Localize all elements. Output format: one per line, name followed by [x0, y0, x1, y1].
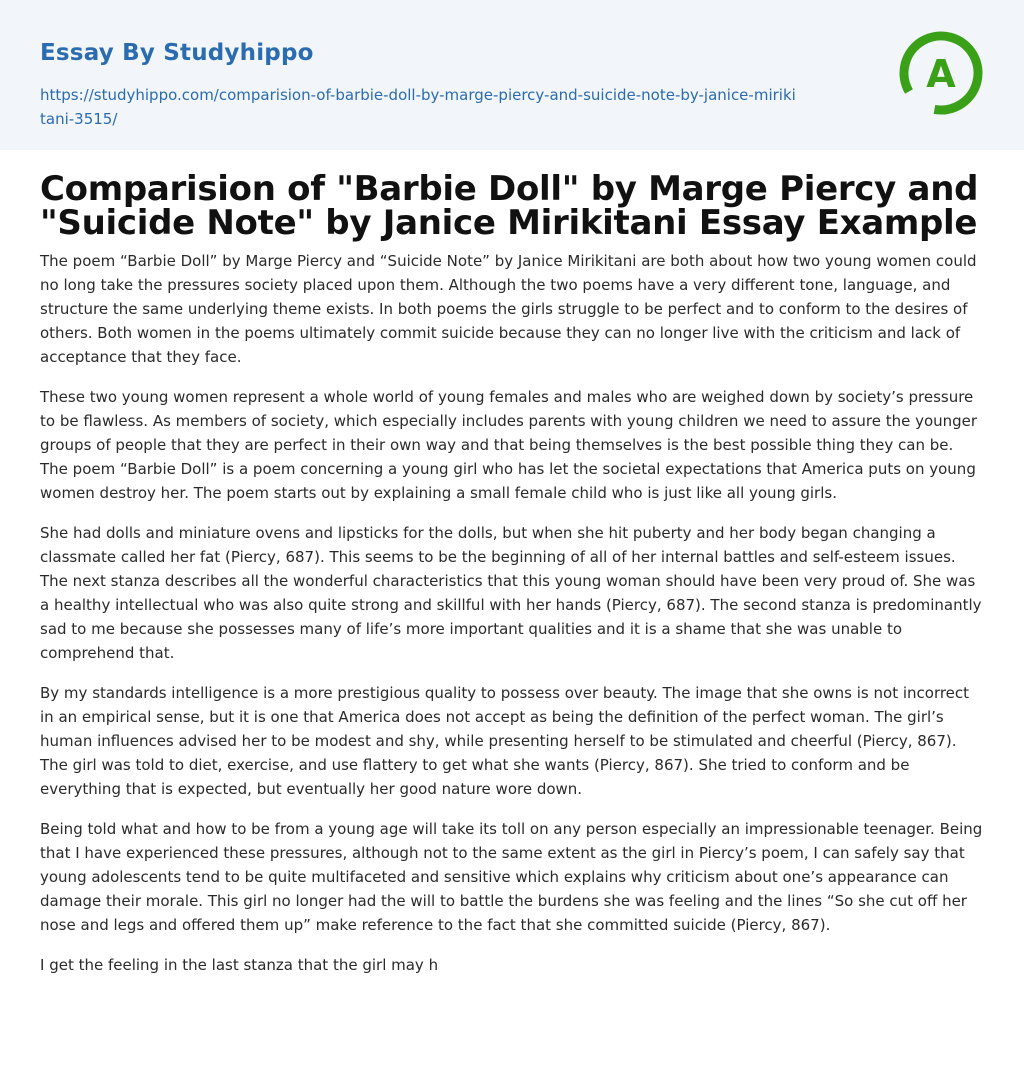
paragraph: These two young women represent a whole world of young females and males who are weighed down by society’s pressure to be flawless. As members of society, which especially includes parents with young children we need to assure the younger groups of people that they are perfect in their own way and that being themselves is the best possible thing they can be. The poem “Barbie Doll” is a poem concerning a young girl who has let the societal expectations that America puts on young women destroy her. The poem starts out by explaining a small female child who is just like all young girls.: [40, 388, 978, 502]
logo-letter: A: [926, 52, 956, 96]
article: [0, 150, 1024, 977]
studyhippo-logo-icon[interactable]: [898, 30, 984, 116]
paragraph: The poem “Barbie Doll” by Marge Piercy and “Suicide Note” by Janice Mirikitani are both about how two young women could no long take the pressures society placed upon them. Although the two poems have a very different tone, language, and structure the same underlying theme exists. In both poems the girls struggle to be perfect and to conform to the desires of others. Both women in the poems ultimately commit suicide because they can no longer live with the criticism and lack of acceptance that they face.: [40, 252, 977, 366]
paragraph-truncated: I get the feeling in the last stanza that the girl may h: [40, 956, 439, 974]
site-header: [0, 0, 1024, 150]
paragraph: By my standards intelligence is a more prestigious quality to possess over beauty. The image that she owns is not incorrect in an empirical sense, but it is one that America does not accept as being the definition of the perfect woman. The girl’s human influences advised her to be modest and shy, while presenting herself to be stimulated and cheerful (Piercy, 867). The girl was told to diet, exercise, and use flattery to get what she wants (Piercy, 867). She tried to conform and be everything that is expected, but eventually her good nature wore down.: [40, 684, 970, 798]
page-title: Comparision of "Barbie Doll" by Marge Piercy and "Suicide Note" by Janice Mirikitani Essay Example: [40, 169, 979, 243]
paragraph: Being told what and how to be from a young age will take its toll on any person especially an impressionable teenager. Being that I have experienced these pressures, although not to the same extent as the girl in Piercy’s poem, I can safely say that young adolescents tend to be quite multifaceted and sensitive which explains why criticism about one’s appearance can damage their morale. This girl no longer had the will to battle the burdens she was feeling and the lines “So she cut off her nose and legs and offered them up” make reference to the fact that she committed suicide (Piercy, 867).: [40, 820, 983, 934]
source-url-link[interactable]: https://studyhippo.com/comparision-of-barbie-doll-by-marge-piercy-and-suicide-note-by-janice-mirikitani-3515/: [40, 86, 796, 128]
paragraph: She had dolls and miniature ovens and lipsticks for the dolls, but when she hit puberty and her body began changing a classmate called her fat (Piercy, 687). This seems to be the beginning of all of her internal battles and self-esteem issues. The next stanza describes all the wonderful characteristics that this young woman should have been very proud of. She was a healthy intellectual who was also quite strong and skillful with her hands (Piercy, 687). The second stanza is predominantly sad to me because she possesses many of life’s more important qualities and it is a shame that she was unable to comprehend that.: [40, 524, 982, 662]
site-brand[interactable]: Essay By Studyhippo: [40, 40, 314, 66]
